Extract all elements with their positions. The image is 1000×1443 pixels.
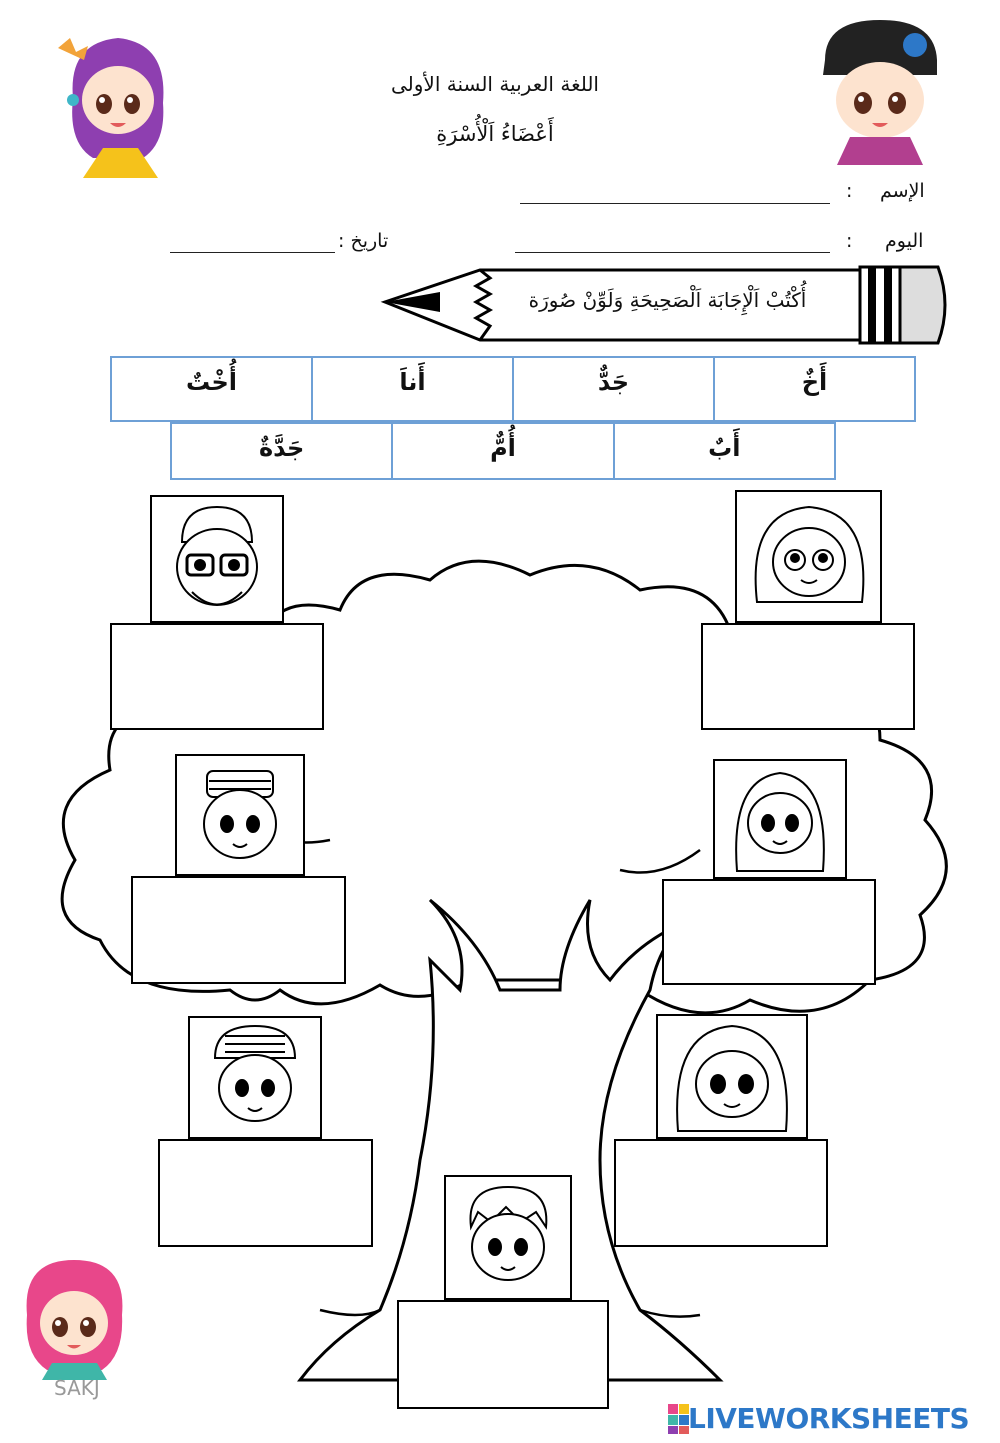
word-mother: أُمٌّ [391, 424, 612, 478]
day-label: اليوم [885, 230, 924, 252]
word-bank-row-1 [110, 356, 916, 422]
author-watermark: SAKJ [54, 1376, 100, 1400]
answer-box-me[interactable] [397, 1300, 609, 1409]
day-colon: : [846, 230, 853, 252]
liveworksheets-logo-icon [668, 1404, 690, 1434]
word-brother: أَخٌ [713, 358, 914, 420]
answer-box-grandmother[interactable] [701, 623, 915, 730]
boy-mascot-top-right [815, 15, 945, 165]
day-line[interactable] [515, 252, 830, 253]
grandfather-photo [150, 495, 284, 623]
me-photo [444, 1175, 572, 1300]
subject-title: اللغة العربية السنة الأولى [390, 72, 599, 96]
answer-box-grandfather[interactable] [110, 623, 324, 730]
word-bank-row-2 [170, 422, 836, 480]
sister-photo [656, 1014, 808, 1139]
answer-box-brother[interactable] [158, 1139, 373, 1247]
instruction-text: أُكْتُبْ اَلْإِجَابَة اَلْصَحِيحَةِ وَلَوِّنْ صُورَة [528, 288, 807, 312]
girl-mascot-top-left [48, 28, 188, 178]
name-colon: : [846, 180, 853, 202]
word-me: أَناَ [311, 358, 512, 420]
word-grandmother: جَدَّةٌ [259, 434, 305, 462]
answer-box-father[interactable] [131, 876, 346, 984]
answer-box-mother[interactable] [662, 879, 876, 985]
word-sister: أُخْتٌ [186, 368, 237, 396]
liveworksheets-brand: LIVEWORKSHEETS [688, 1402, 970, 1435]
worksheet-title: أَعْضَاءُ اَلْأُسْرَةِ [436, 122, 554, 146]
name-label: الإسم [880, 180, 925, 202]
date-label: تاريخ : [338, 230, 389, 252]
father-photo [175, 754, 305, 876]
grandmother-photo [735, 490, 882, 623]
word-father: أَبٌ [613, 424, 834, 478]
brother-photo [188, 1016, 322, 1139]
date-line[interactable] [170, 252, 335, 253]
word-grandfather: جَدٌّ [512, 358, 713, 420]
name-line[interactable] [520, 203, 830, 204]
mother-photo [713, 759, 847, 879]
answer-box-sister[interactable] [614, 1139, 828, 1247]
